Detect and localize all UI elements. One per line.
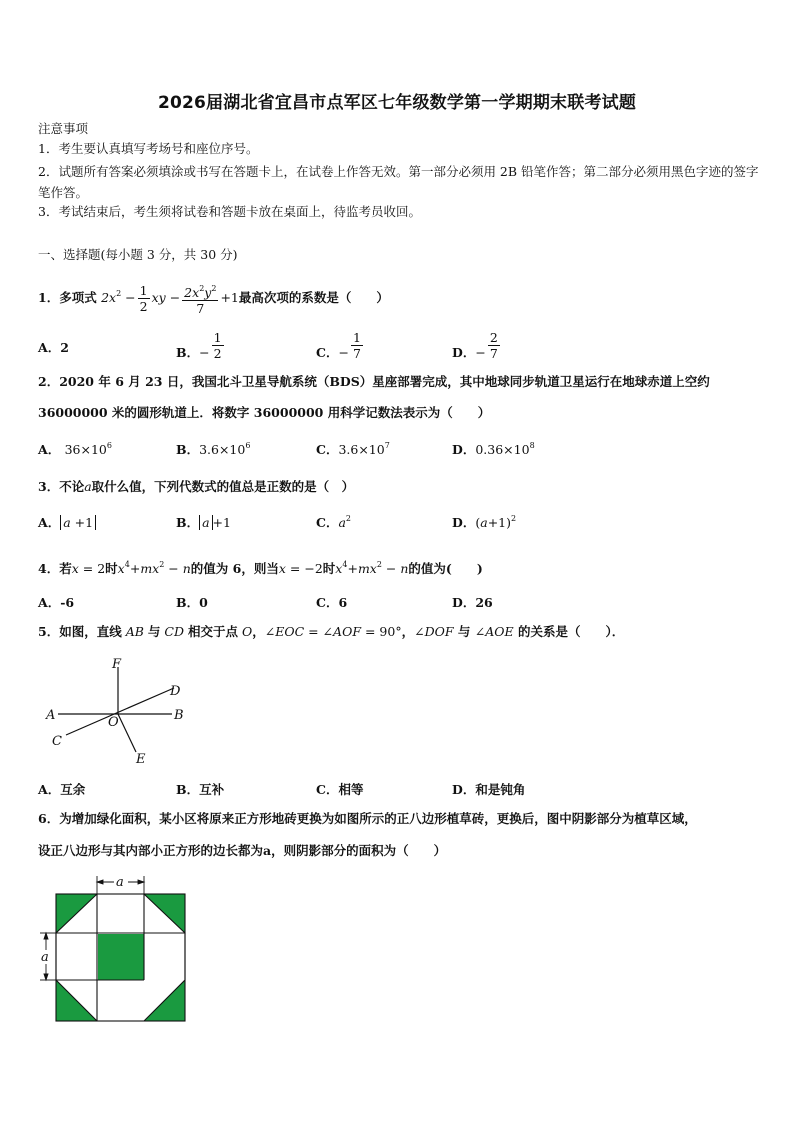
label-c: C xyxy=(52,734,62,749)
question-number: 1． xyxy=(38,290,60,305)
question-text: 最高次项的系数是（ ） xyxy=(238,290,389,305)
option-a[interactable]: A．2 xyxy=(38,340,69,355)
section-heading: 一、选择题(每小题 3 分，共 30 分) xyxy=(38,247,238,262)
question-1 xyxy=(38,276,389,316)
polynomial: $2x^2$ − $\frac{1}{2}$ xy − $\frac{2x^2y^2}{7}$ +1 xyxy=(101,283,239,316)
question-3: 3．不论a取什么值，下列代数式的值总是正数的是（ ） xyxy=(38,479,355,494)
notice-heading: 注意事项 xyxy=(38,121,89,136)
option-c[interactable]: C．$3.6\times 10^7$ xyxy=(316,441,390,457)
options-q4 xyxy=(38,593,760,617)
options-q1 xyxy=(38,330,760,361)
options-q2 xyxy=(38,440,760,464)
shaded-center-square xyxy=(98,934,144,980)
question-2-line2: 36000000 米的圆形轨道上．将数字 36000000 用科学记数法表示为（ ） xyxy=(38,405,491,420)
option-b[interactable]: B．互补 xyxy=(176,782,225,797)
option-a[interactable]: A．-6 xyxy=(38,595,75,610)
ray-oe xyxy=(118,714,136,752)
dimension-label-top: a xyxy=(116,875,124,890)
options-q5 xyxy=(38,780,760,804)
question-5: 5．如图，直线 AB 与 CD 相交于点 O，∠EOC = ∠AOF = 90°，∠DOF 与 ∠AOE 的关系是（ ）． xyxy=(38,624,625,639)
question-text: 多项式 xyxy=(59,290,97,305)
question-6-line2: 设正八边形与其内部小正方形的边长都为a，则阴影部分的面积为（ ） xyxy=(38,843,447,858)
option-d[interactable]: D．− $\frac{2}{7}$ xyxy=(452,330,498,361)
notice-item: 1．考生要认真填写考场号和座位序号。 xyxy=(38,141,259,156)
option-b[interactable]: B．$3.6\times 10^6$ xyxy=(176,441,251,457)
question-2-line1: 2．2020 年 6 月 23 日，我国北斗卫星导航系统（BDS）星座部署完成，其中地球同步轨道卫星运行在地球赤道上空约 xyxy=(38,374,710,389)
option-d[interactable]: D．和是钝角 xyxy=(452,782,526,797)
octagon-tile-figure xyxy=(36,872,192,1028)
label-o: O xyxy=(108,715,119,730)
label-a: A xyxy=(46,708,56,723)
option-d[interactable]: D．$(a+1)^2$ xyxy=(452,514,517,530)
label-d: D xyxy=(170,684,181,699)
option-a[interactable]: A． $36\times 10^6$ xyxy=(38,441,112,457)
page-title: 2026届湖北省宜昌市点军区七年级数学第一学期期末联考试题 xyxy=(157,93,637,113)
options-q3 xyxy=(38,513,760,537)
option-d[interactable]: D．26 xyxy=(452,595,493,610)
option-b[interactable]: B．− $\frac{1}{2}$ xyxy=(176,330,222,361)
lines-intersection-figure xyxy=(44,655,194,770)
line-cd xyxy=(66,688,174,735)
notice-item: 3．考试结束后，考生须将试卷和答题卡放在桌面上，待监考员收回。 xyxy=(38,204,421,219)
option-c[interactable]: C．$a^2$ xyxy=(316,514,351,530)
option-b[interactable]: B． a +1 xyxy=(176,515,231,530)
variable-a: a xyxy=(84,479,92,494)
label-f: F xyxy=(112,657,122,672)
option-a[interactable]: A．互余 xyxy=(38,782,86,797)
question-6-line1: 6．为增加绿化面积，某小区将原来正方形地砖更换为如图所示的正八边形植草砖，更换后，图中阴影部分为植草区域， xyxy=(38,811,697,826)
question-4: 4．若x = 2时$x^4+mx^2 - n$的值为 6，则当x = −2时$x^4+mx^2 - n$的值为( ) xyxy=(38,560,483,576)
option-c[interactable]: C．相等 xyxy=(316,782,364,797)
option-b[interactable]: B．0 xyxy=(176,595,208,610)
option-d[interactable]: D．$0.36\times 10^8$ xyxy=(452,441,535,457)
option-a[interactable]: A． a +1 xyxy=(38,513,96,531)
label-e: E xyxy=(136,752,146,767)
dimension-label-left: a xyxy=(41,950,49,965)
option-c[interactable]: C．− $\frac{1}{7}$ xyxy=(316,330,361,361)
notice-item: 2．试题所有答案必须填涂或书写在答题卡上，在试卷上作答无效。第一部分必须用 2B 铅笔作答；第二部分必须用黑色字迹的签字笔作答。 xyxy=(38,164,759,200)
label-b: B xyxy=(174,708,184,723)
option-c[interactable]: C．6 xyxy=(316,595,348,610)
